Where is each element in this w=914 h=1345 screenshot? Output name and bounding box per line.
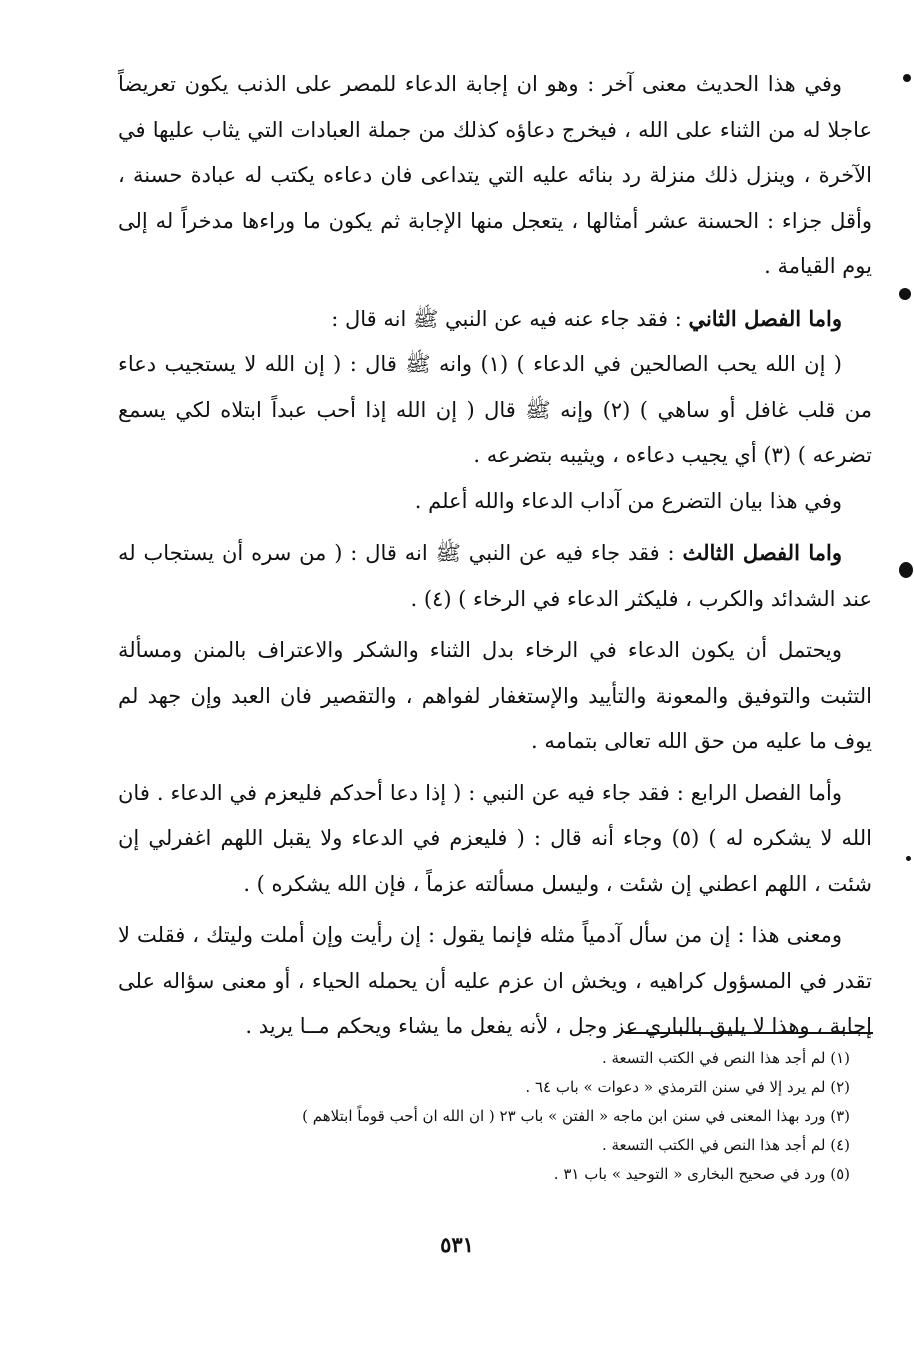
paragraph-5: واما الفصل الثالث : فقد جاء فيه عن النبي ﷺ انه قال : ( من سره أن يستجاب له عند الشدائد والكرب ، فليكثر الدعاء في الرخاء ) (٤) .	[118, 540, 872, 611]
footnote-1: (١) لم أجد هذا النص في الكتب التسعة .	[601, 1049, 850, 1067]
margin-mark-1	[903, 74, 911, 82]
paragraph-8: ومعنى هذا : إن من سأل آدمياً مثله فإنما يقول : إن رأيت وإن أملت وليتك ، فقلت لا تقدر في المسؤول كراهيه ، ويخش ان عزم عليه أن يحمله الحياء ، أو معنى سؤاله على إجابة ، وهذا لا يليق بالباري عز وجل ، لأنه يفعل ما يشاء ويحكم مــا يريد .	[118, 923, 872, 1038]
footnote-2: (٢) لم يرد إلا في سنن الترمذي « دعوات » باب ٦٤ .	[525, 1078, 850, 1096]
footnote-5: (٥) ورد في صحيح البخارى « التوحيد » باب ٣١ .	[553, 1165, 850, 1183]
paragraph-6: ويحتمل أن يكون الدعاء في الرخاء بدل الثناء والشكر والاعتراف بالمنن ومسألة التثبت والتوفيق والمعونة والتأييد والإستغفار لفواهم ، والتقصير فان العبد وإن جهد لم يوف ما عليه من حق الله تعالى بتمامه .	[118, 638, 872, 753]
paragraph-2: واما الفصل الثاني : فقد جاء عنه فيه عن النبي ﷺ انه قال :	[331, 305, 842, 331]
page-number: ٥٣١	[440, 1232, 474, 1257]
footnote-3: (٣) ورد بهذا المعنى في سنن ابن ماجه « الفتن » باب ٢٣ ( ان الله ان أحب قوماً ابتلاهم )	[302, 1107, 850, 1125]
footnote-separator	[625, 1032, 873, 1034]
paragraph-3: ( إن الله يحب الصالحين في الدعاء ) (١) وانه ﷺ قال : ( إن الله لا يستجيب دعاء من قلب غافل أو ساهي ) (٢) وإنه ﷺ قال ( إن الله إذا أحب عبداً ابتلاه لكي يسمع تضرعه ) (٣) أي يجيب دعاءه ، ويثيبه بتضرعه .	[118, 352, 872, 467]
section-heading-third: واما الفصل الثالث	[682, 540, 843, 565]
margin-mark-4	[906, 856, 911, 861]
paragraph-7: وأما الفصل الرابع : فقد جاء فيه عن النبي : ( إذا دعا أحدكم فليعزم في الدعاء . فان الله لا يشكره له ) (٥) وجاء أنه قال : ( فليعزم في الدعاء ولا يقبل اللهم اغفرلي إن شئت ، اللهم اعطني إن شئت ، وليسل مسألته عزماً ، فإن الله يشكره ) .	[118, 780, 872, 896]
margin-mark-2	[899, 288, 911, 300]
paragraph-4: وفي هذا بيان التضرع من آداب الدعاء والله أعلم .	[414, 488, 842, 513]
footnote-4: (٤) لم أجد هذا النص في الكتب التسعة .	[601, 1136, 850, 1154]
footnotes	[150, 1044, 850, 1189]
margin-mark-3	[899, 562, 913, 578]
main-text	[118, 62, 872, 1050]
section-heading-second: واما الفصل الثاني	[688, 305, 842, 331]
paragraph-1: وفي هذا الحديث معنى آخر : وهو ان إجابة الدعاء للمصر على الذنب يكون تعريضاً عاجلا له من الثناء على الله ، فيخرج دعاؤه كذلك من جملة العبادات التي يثاب عليها في الآخرة ، وينزل ذلك منزلة رد بنائه عليه التي يتداعى فان دعاءه يكتب له عبادة حسنة ، وأقل جزاء : الحسنة عشر أمثالها ، يتعجل منها الإجابة ثم يكون ما وراءها مدخراً له إلى يوم القيامة .	[118, 72, 872, 278]
